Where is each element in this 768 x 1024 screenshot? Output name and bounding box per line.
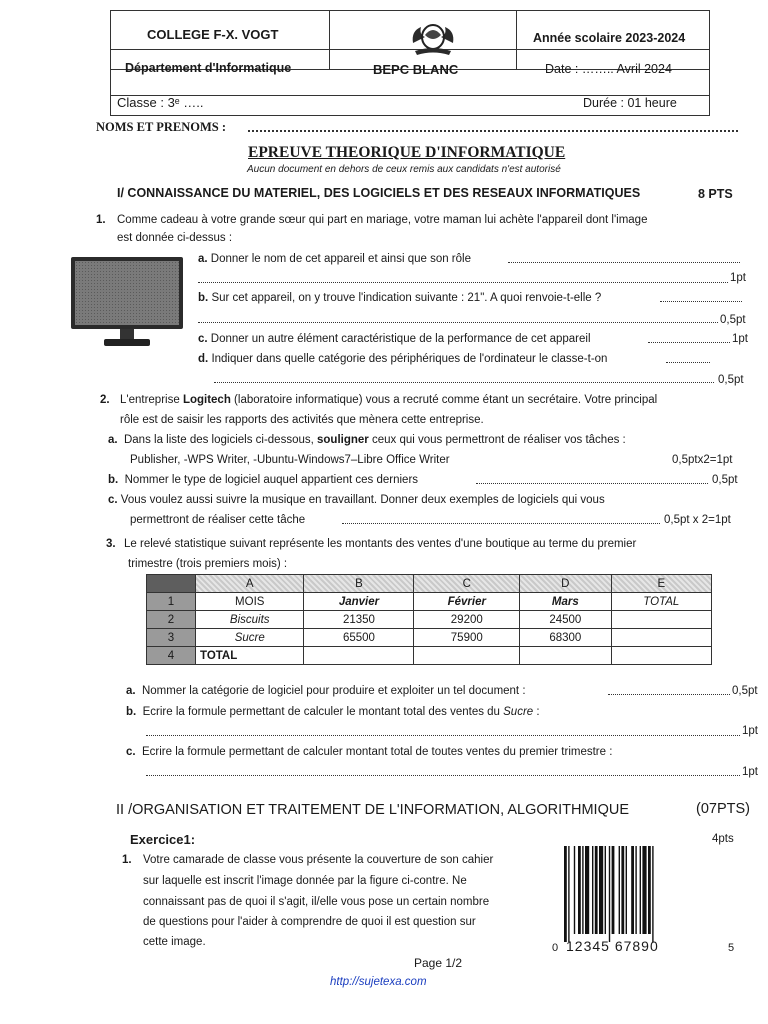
sales-spreadsheet	[146, 574, 712, 665]
q2-company: Logitech	[182, 394, 231, 406]
school-name: COLLEGE F-X. VOGT	[147, 27, 279, 42]
q1a-answer-line	[198, 282, 728, 283]
table-cell: 24500	[520, 611, 611, 629]
q1d-points: 0,5pt	[718, 374, 744, 386]
q2c-points: 0,5pt x 2=1pt	[664, 514, 731, 526]
table-cell: 75900	[414, 629, 520, 647]
q1b-text: Sur cet appareil, on y trouve l'indication suivante : 21". A quoi renvoie-t-elle ?	[211, 292, 602, 304]
q1d-text: Indiquer dans quelle catégorie des périphériques de l'ordinateur le classe-t-on	[211, 353, 608, 365]
table-cell	[611, 629, 711, 647]
exam-title: EPREUVE THEORIQUE D'INFORMATIQUE	[248, 144, 566, 161]
exam-subtitle: Aucun document en dehors de ceux remis aux candidats n'est autorisé	[247, 164, 561, 175]
section2-points: (07PTS)	[696, 801, 750, 817]
row-number: 1	[147, 593, 196, 611]
barcode-bar	[595, 846, 598, 934]
barcode-bar	[605, 846, 606, 934]
q2a-item: a. Dans la liste des logiciels ci-dessous, souligner ceux qui vous permettront de réaliser vos tâches :	[108, 434, 626, 446]
q3c-item: c. Ecrire la formule permettant de calculer montant total de toutes ventes du premier trimestre :	[126, 746, 613, 758]
q1b-points: 0,5pt	[720, 314, 746, 326]
q1b-answer-dots	[660, 301, 742, 302]
section1-title: I/ CONNAISSANCE DU MATERIEL, DES LOGICIELS ET DES RESEAUX INFORMATIQUES	[117, 186, 641, 200]
col-letter-c: C	[414, 575, 520, 593]
q3c-answer-line	[146, 775, 740, 776]
ex1-q1-line4: de questions pour l'aider à comprendre de quoi il est question sur	[143, 916, 476, 928]
table-cell	[304, 647, 414, 665]
col-letter-b: B	[304, 575, 414, 593]
barcode-bar	[564, 846, 567, 942]
exam-name: BEPC BLANC	[373, 62, 459, 77]
q1a-text: Donner le nom de cet appareil et ainsi que son rôle	[210, 253, 471, 265]
table-cell: TOTAL	[196, 647, 304, 665]
barcode-bar	[585, 846, 589, 934]
q1d-answer-line	[214, 382, 714, 383]
ex1-q1-line3: connaissant pas de quoi il s'agit, il/elle vous pose un certain nombre	[143, 896, 490, 908]
q1a-answer-dots	[508, 262, 740, 263]
q2-line1: L'entreprise Logitech (laboratoire informatique) vous a recruté comme étant un secrétaire. Votre principal	[120, 394, 658, 406]
barcode-bar	[599, 846, 603, 934]
q2a-points: 0,5ptx2=1pt	[672, 454, 733, 466]
header-box	[110, 10, 710, 116]
q1b-answer-line	[198, 322, 718, 323]
table-cell: 68300	[520, 629, 611, 647]
class-label: Classe : 3ᵉ …..	[117, 95, 204, 110]
table-cell: Sucre	[196, 629, 304, 647]
duration-label: Durée : 01 heure	[583, 96, 677, 110]
names-fill-line	[248, 118, 738, 132]
barcode-bar	[642, 846, 646, 934]
table-row	[147, 611, 712, 629]
q2b-answer-dots	[476, 483, 708, 484]
q1c-points: 1pt	[732, 333, 748, 345]
monitor-image	[70, 256, 184, 348]
table-cell: 29200	[414, 611, 520, 629]
school-emblem-icon	[407, 21, 459, 57]
barcode-bar	[635, 846, 636, 934]
q3b-points: 1pt	[742, 725, 758, 737]
barcode-bar	[609, 846, 610, 942]
barcode-bar	[619, 846, 620, 934]
q1d-item: d. Indiquer dans quelle catégorie des périphériques de l'ordinateur le classe-t-on	[198, 353, 608, 365]
q2c-line2: permettront de réaliser cette tâche	[130, 514, 306, 526]
q1b-item: b. Sur cet appareil, on y trouve l'indication suivante : 21". A quoi renvoie-t-elle ?	[198, 292, 602, 304]
col-letter-d: D	[520, 575, 611, 593]
col-letter-e: E	[611, 575, 711, 593]
exam-date: Date : …….. Avril 2024	[545, 62, 672, 76]
department-name: Département d'Informatique	[125, 61, 292, 75]
barcode-bar	[592, 846, 593, 934]
q3-number: 3.	[106, 538, 116, 550]
barcode-bar	[631, 846, 634, 934]
q3a-answer-dots	[608, 694, 730, 695]
table-cell	[414, 647, 520, 665]
q2b-points: 0,5pt	[712, 474, 738, 486]
q1a-item: a. Donner le nom de cet appareil et ainsi que son rôle	[198, 253, 471, 265]
q1-line2: est donnée ci-dessus :	[117, 232, 233, 244]
row-number: 3	[147, 629, 196, 647]
barcode-bar	[612, 846, 615, 934]
barcode-bar	[578, 846, 581, 934]
header-cell: Février	[414, 593, 520, 611]
q2c-answer-dots	[342, 523, 660, 524]
table-row	[147, 629, 712, 647]
q1c-text: Donner un autre élément caractéristique de la performance de cet appareil	[210, 333, 591, 345]
q1c-answer-dots	[648, 342, 730, 343]
row-number: 4	[147, 647, 196, 665]
barcode-bar	[582, 846, 583, 934]
q2-line2: rôle est de saisir les rapports des activités que mènera cette entreprise.	[120, 414, 484, 426]
q3a-points: 0,5pt	[732, 685, 758, 697]
q2a-software-list: Publisher, -WPS Writer, -Ubuntu-Windows7–Libre Office Writer	[130, 454, 450, 466]
section1-points: 8 PTS	[698, 187, 733, 201]
page-number: Page 1/2	[414, 956, 463, 970]
barcode-bar	[640, 846, 641, 934]
school-year: Année scolaire 2023-2024	[533, 31, 686, 45]
col-letter-a: A	[196, 575, 304, 593]
header-cell: TOTAL	[611, 593, 711, 611]
q3b-item: b. Ecrire la formule permettant de calculer le montant total des ventes du Sucre :	[126, 706, 540, 718]
barcode-bars	[564, 846, 722, 946]
table-cell: 65500	[304, 629, 414, 647]
exercise1-points: 4pts	[712, 833, 734, 845]
barcode-bar	[574, 846, 575, 934]
barcode-bar	[621, 846, 624, 934]
q2b-item: b. Nommer le type de logiciel auquel appartient ces derniers	[108, 474, 419, 486]
table-cell	[611, 647, 711, 665]
q1a-points: 1pt	[730, 272, 746, 284]
q2-number: 2.	[100, 394, 110, 406]
barcode-image	[552, 846, 735, 958]
q3-line2: trimestre (trois premiers mois) :	[128, 558, 288, 570]
names-label: NOMS ET PRENOMS :	[96, 120, 226, 134]
q1c-item: c. Donner un autre élément caractéristique de la performance de cet appareil	[198, 333, 591, 345]
barcode-left-digit: 0	[552, 942, 559, 954]
exercise1-title: Exercice1:	[130, 832, 196, 847]
table-cell: 21350	[304, 611, 414, 629]
source-link[interactable]: http://sujetexa.com	[330, 976, 427, 988]
header-cell: MOIS	[196, 593, 304, 611]
q3a-item: a. Nommer la catégorie de logiciel pour produire et exploiter un tel document :	[126, 685, 526, 697]
table-cell	[520, 647, 611, 665]
q1-line1: Comme cadeau à votre grande sœur qui part en mariage, votre maman lui achète l'appareil dont l'image	[117, 214, 648, 226]
table-cell	[611, 611, 711, 629]
section2-title: II /ORGANISATION ET TRAITEMENT DE L'INFORMATION, ALGORITHMIQUE	[116, 802, 630, 818]
table-row	[147, 593, 712, 611]
q3-line1: Le relevé statistique suivant représente les montants des ventes d'une boutique au terme du premier	[124, 538, 637, 550]
ex1-q1-line1: Votre camarade de classe vous présente la couverture de son cahier	[143, 854, 494, 866]
ex1-q1-line2: sur laquelle est inscrit l'image donnée par la figure ci-contre. Ne	[143, 875, 467, 887]
row-number: 2	[147, 611, 196, 629]
ex1-q1-number: 1.	[122, 854, 132, 866]
barcode-digits: 12345 67890	[566, 938, 659, 954]
q1d-answer-dots	[666, 362, 710, 363]
sheet-column-letters	[147, 575, 712, 593]
barcode-bar	[648, 846, 651, 934]
table-row	[147, 647, 712, 665]
barcode-bar	[568, 846, 569, 942]
table-cell: Biscuits	[196, 611, 304, 629]
barcode-bar	[652, 846, 653, 942]
barcode-right-digit: 5	[728, 942, 735, 954]
header-cell: Janvier	[304, 593, 414, 611]
ex1-q1-line5: cette image.	[143, 936, 206, 948]
barcode-bar	[626, 846, 627, 934]
q1-number: 1.	[96, 214, 106, 226]
q3b-answer-line	[146, 735, 740, 736]
q2c-item: c. Vous voulez aussi suivre la musique en travaillant. Donner deux exemples de logiciels qui vous	[108, 494, 605, 506]
header-cell: Mars	[520, 593, 611, 611]
q3c-points: 1pt	[742, 766, 758, 778]
